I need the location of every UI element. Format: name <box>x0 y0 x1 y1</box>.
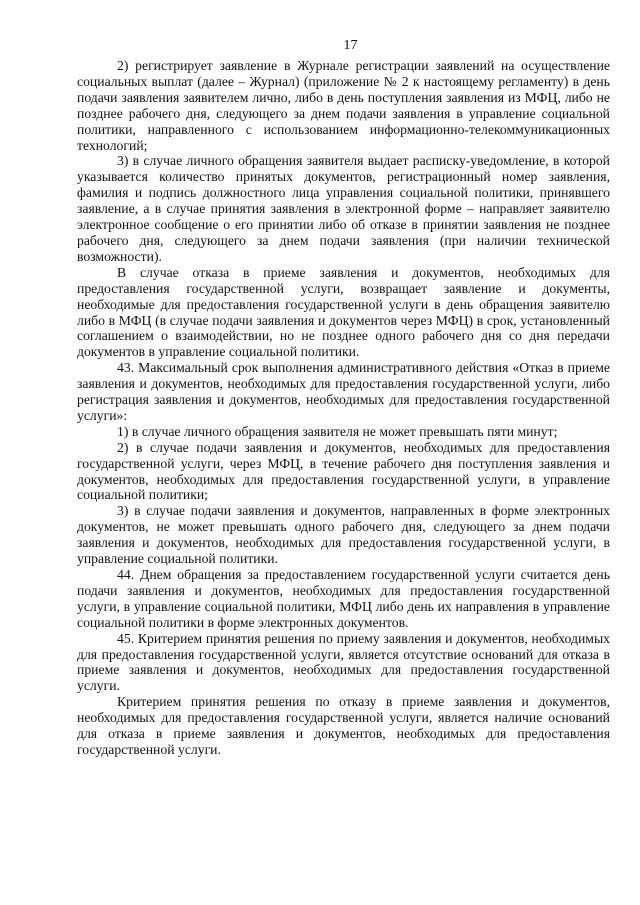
paragraph-43-item-2: 2) в случае подачи заявления и документов, необходимых для предоставления государственной услуги, через МФЦ, в течение рабочего дня поступления заявления и документов, необходимых для предоставления государственной услуги, в управление социальной политики; <box>77 439 610 503</box>
paragraph-refusal-return: В случае отказа в приеме заявления и документов, необходимых для предоставления государственной услуги, возвращает заявление и документы, необходимые для предоставления государственной услуги в день обращения заявителю либо в МФЦ (в случае подачи заявления и документов через МФЦ) в срок, установленный соглашением о взаимодействии, но не позднее одного рабочего дня со дня передачи документов в управление социальной политики. <box>77 264 610 360</box>
paragraph-3-receipt: 3) в случае личного обращения заявителя выдает расписку-уведомление, в которой указывается количество принятых документов, регистрационный номер заявления, фамилия и подпись должностного лица управления социальной политики, принявшего заявление, а в случае принятия заявления в электронной форме – направляет заявителю электронное сообщение о его принятии либо об отказе в принятии заявления не позднее рабочего дня, следующего за днем подачи заявления (при наличии технической возможности). <box>77 153 610 264</box>
paragraph-45-acceptance-criterion: 45. Критерием принятия решения по приему заявления и документов, необходимых для предоставления государственной услуги, является отсутствие оснований для отказа в приеме заявления и документов, необходимых для предоставления государственной услуги. <box>77 630 610 694</box>
paragraph-43-item-3: 3) в случае подачи заявления и документов, направленных в форме электронных документов, не может превышать одного рабочего дня, следующего за днем подачи заявления и документов, необходимых для предоставления государственной услуги, в управление социальной политики. <box>77 503 610 567</box>
paragraph-2-registers: 2) регистрирует заявление в Журнале регистрации заявлений на осуществление социальных выплат (далее – Журнал) (приложение № 2 к настоящему регламенту) в день подачи заявления заявителем лично, либо в день поступления заявления из МФЦ, либо не позднее рабочего дня, следующего за днем подачи заявления в управление социальной политики, направленного с использованием информационно-телекоммуникационных технологий; <box>77 58 610 153</box>
paragraph-refusal-criterion: Критерием принятия решения по отказу в приеме заявления и документов, необходимых для предоставления государственной услуги, является наличие оснований для отказа в приеме заявления и документов, необходимых для предоставления государственной услуги. <box>77 694 610 757</box>
paragraph-44-application-day: 44. Днем обращения за предоставлением государственной услуги считается день подачи заявления и документов, необходимых для предоставления государственной услуги, в управление социальной политики, МФЦ либо день их направления в управление социальной политики в форме электронных документов. <box>77 567 610 630</box>
page-number: 17 <box>343 38 358 53</box>
paragraph-43-item-1: 1) в случае личного обращения заявителя не может превышать пяти минут; <box>117 423 558 439</box>
paragraph-43-max-term: 43. Максимальный срок выполнения административного действия «Отказ в приеме заявления и документов, необходимых для предоставления государственной услуги, либо регистрация заявления и документов, необходимых для предоставления государственной услуги»: <box>77 360 610 423</box>
